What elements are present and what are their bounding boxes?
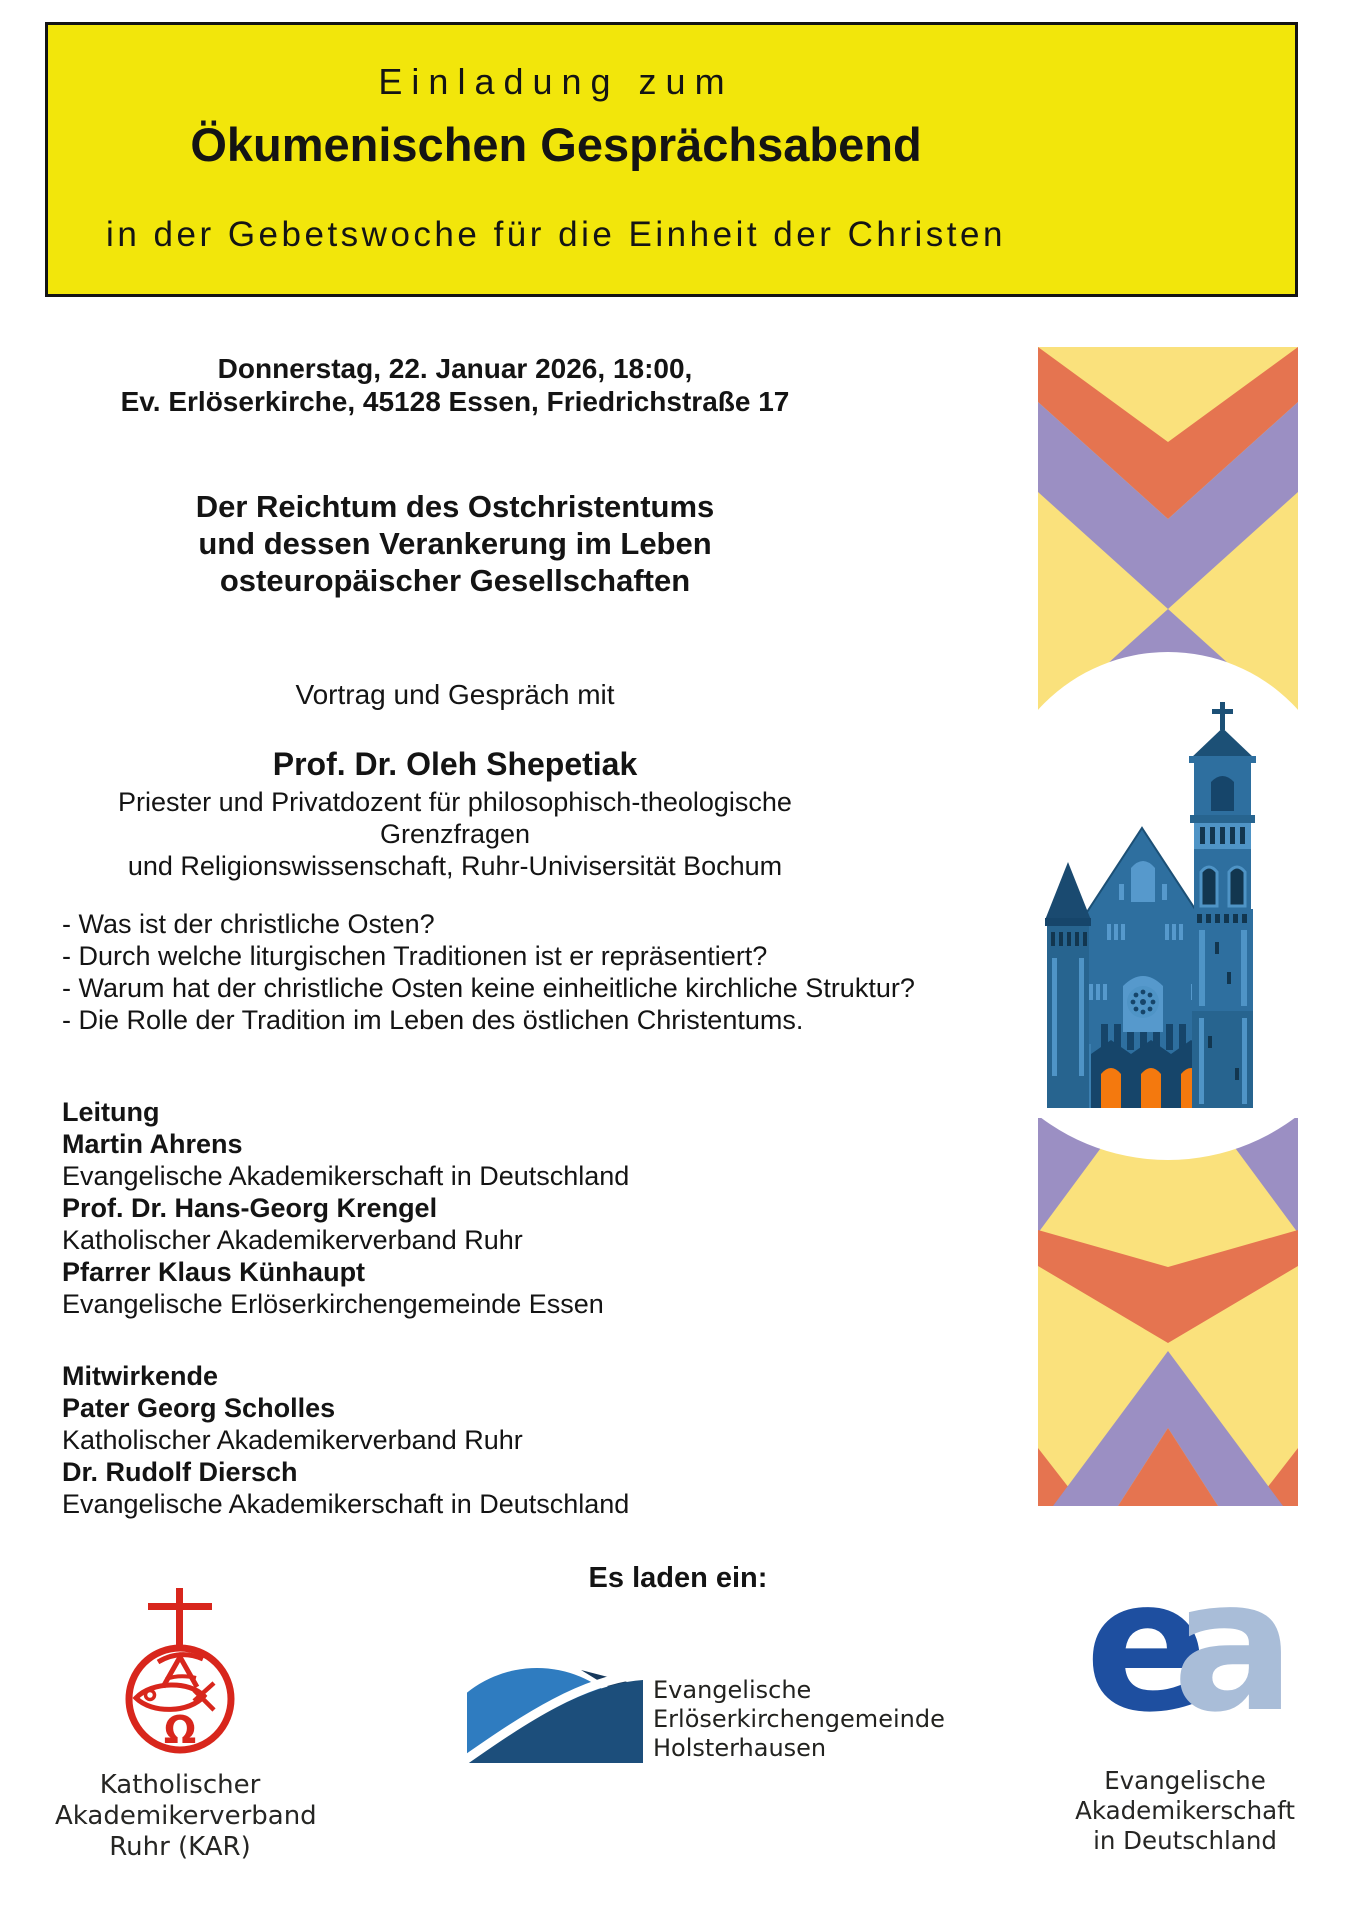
lecture-title [40, 488, 870, 599]
banner-text-block [48, 25, 1064, 294]
person-name: Pfarrer Klaus Künhaupt [62, 1257, 366, 1287]
invite-heading: Es laden ein: [588, 1562, 768, 1594]
invitation-banner [45, 22, 1298, 297]
question-list [62, 908, 1042, 1036]
person-org: Evangelische Akademikerschaft in Deutschland [62, 1489, 630, 1519]
kar-caption-line: Akademikerverband [55, 1801, 317, 1831]
question-item: - Was ist der christliche Osten? [62, 909, 435, 939]
banner-line-3: in der Gebetswoche für die Einheit der Christen [106, 215, 1006, 254]
ea-letter-a: a [1172, 1540, 1296, 1752]
erloeserkirche-logo-icon [467, 1662, 643, 1763]
mitwirkende-heading: Mitwirkende [62, 1361, 219, 1391]
title-line-3: osteuropäischer Gesellschaften [219, 563, 691, 598]
person-org: Katholischer Akademikerverband Ruhr [62, 1425, 523, 1455]
event-datetime: Donnerstag, 22. Januar 2026, 18:00, [217, 353, 693, 384]
talk-intro: Vortrag und Gespräch mit [295, 679, 615, 710]
event-details [40, 352, 870, 418]
banner-line-2: Ökumenischen Gesprächsabend [190, 118, 922, 171]
ea-logo [1085, 1540, 1315, 1752]
erloeserkirche-caption-line: Holsterhausen [653, 1734, 827, 1762]
chevron-pattern-top [1038, 347, 1298, 712]
speaker-bio [40, 786, 870, 882]
question-item: - Die Rolle der Tradition im Leben des östlichen Christentums. [62, 1005, 804, 1035]
speaker-name: Prof. Dr. Oleh Shepetiak [272, 746, 638, 782]
question-item: - Warum hat der christliche Osten keine einheitliche kirchliche Struktur? [62, 973, 915, 1003]
leitung-heading: Leitung [62, 1097, 160, 1127]
person-org: Katholischer Akademikerverband Ruhr [62, 1225, 523, 1255]
leitung-section [62, 1096, 1042, 1320]
person-name: Pater Georg Scholles [62, 1393, 336, 1423]
person-name: Prof. Dr. Hans-Georg Krengel [62, 1193, 438, 1223]
erloeserkirche-caption-line: Evangelische [653, 1676, 812, 1704]
ea-letter-e: e [1085, 1540, 1209, 1752]
kar-caption-line: Ruhr (KAR) [109, 1832, 251, 1862]
person-name: Dr. Rudolf Diersch [62, 1457, 298, 1487]
chevron-pattern-bottom [1038, 1118, 1298, 1506]
ea-caption-line: in Deutschland [1093, 1826, 1277, 1855]
title-line-1: Der Reichtum des Ostchristentums [195, 489, 715, 524]
speaker-bio-line-2: und Religionswissenschaft, Ruhr-Univisersität Bochum [127, 851, 783, 881]
kar-emblem-icon [110, 1586, 250, 1758]
question-item: - Durch welche liturgischen Traditionen ist er repräsentiert? [62, 941, 768, 971]
person-org: Evangelische Erlöserkirchengemeinde Essen [62, 1289, 604, 1319]
person-name: Martin Ahrens [62, 1129, 243, 1159]
ea-caption [1035, 1766, 1335, 1856]
erloeserkirche-caption-line: Erlöserkirchengemeinde [653, 1705, 945, 1733]
ea-caption-line: Akademikerschaft [1075, 1796, 1295, 1825]
banner-line-1: Einladung zum [378, 61, 734, 102]
speaker-bio-line-1: Priester und Privatdozent für philosophisch-theologische Grenzfragen [118, 787, 792, 849]
event-venue: Ev. Erlöserkirche, 45128 Essen, Friedrichstraße 17 [120, 386, 790, 417]
erloeserkirche-caption [653, 1676, 945, 1763]
kar-omega-glyph: Ω [163, 1708, 197, 1752]
mitwirkende-section [62, 1360, 1042, 1520]
church-illustration [1045, 696, 1295, 1108]
kar-caption [55, 1770, 317, 1863]
ea-caption-line: Evangelische [1104, 1766, 1266, 1795]
person-org: Evangelische Akademikerschaft in Deutschland [62, 1161, 630, 1191]
kar-caption-line: Katholischer [99, 1770, 261, 1800]
title-line-2: und dessen Verankerung im Leben [198, 526, 712, 561]
